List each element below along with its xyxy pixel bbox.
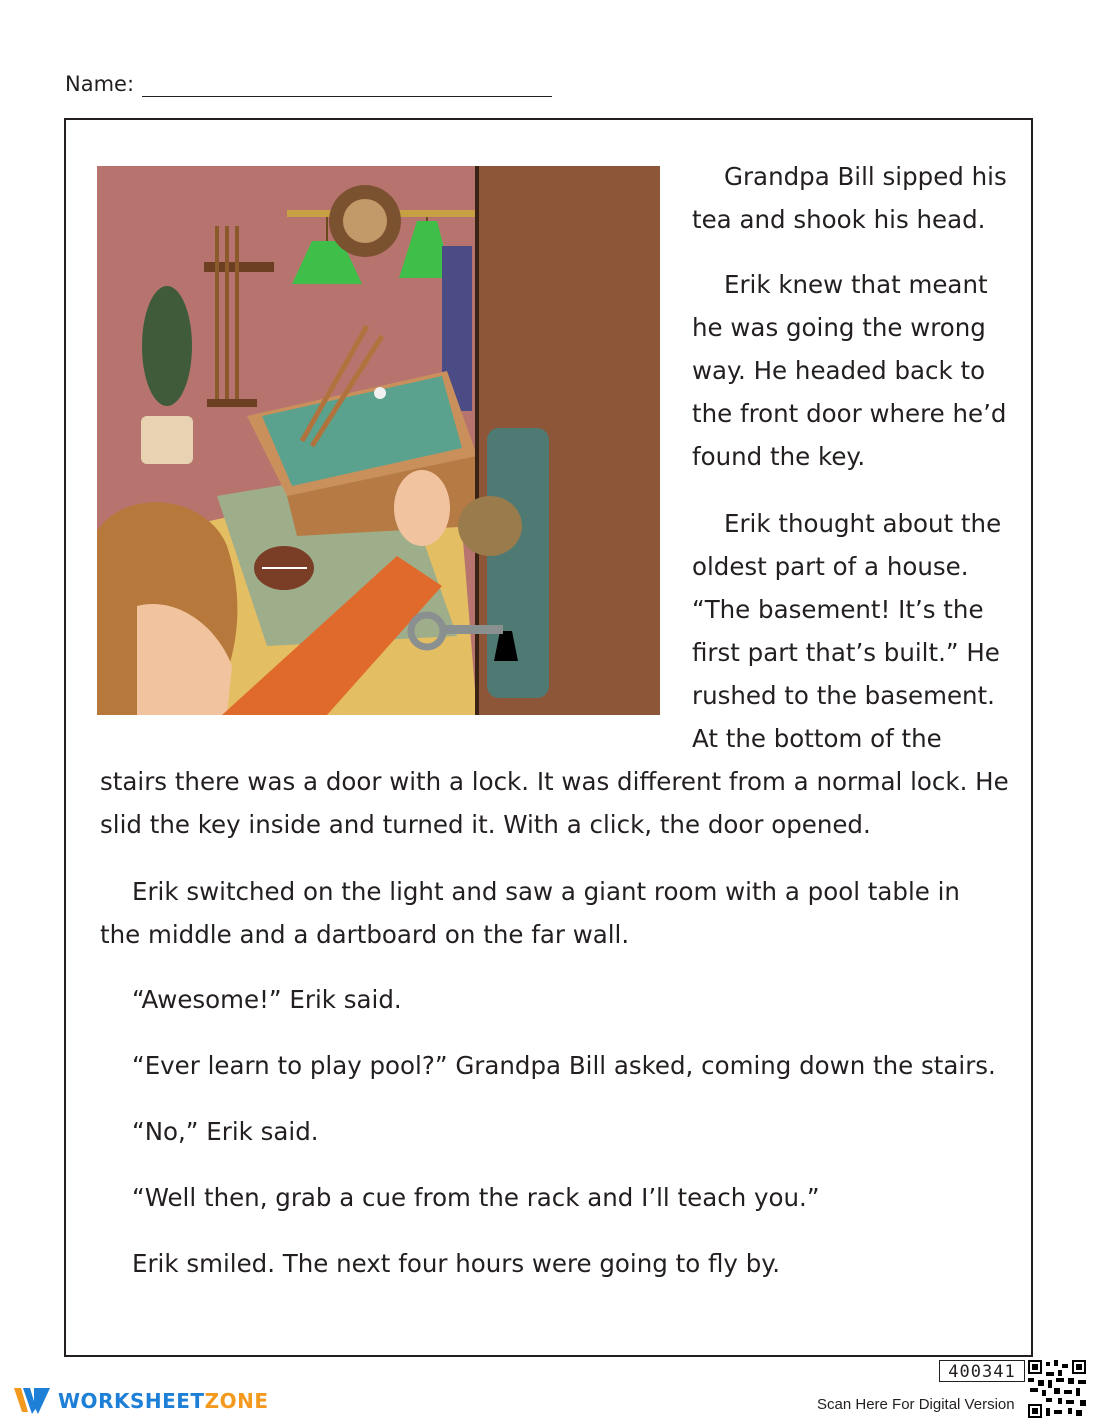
paragraph-7: “No,” Erik said. <box>132 1117 319 1146</box>
worksheetzone-logo-icon <box>14 1386 50 1416</box>
name-line <box>142 96 552 97</box>
paragraph-4: Erik switched on the light and saw a giant room with a pool table in the middle and a dartboard on the far wall. <box>100 877 960 949</box>
paragraph-9: Erik smiled. The next four hours were going to fly by. <box>132 1249 781 1278</box>
name-label: Name: <box>65 72 135 96</box>
float-spacer <box>100 502 692 760</box>
paragraph-6: “Ever learn to play pool?” Grandpa Bill asked, coming down the stairs. <box>132 1051 996 1080</box>
brand-logo[interactable] <box>14 1386 268 1416</box>
scan-label: Scan Here For Digital Version <box>817 1396 1015 1413</box>
paragraph-3: Erik thought about the oldest part of a house. “The basement! It’s the first part that’s built.” He rushed to the basement. At the bottom of the stairs there was a door with a lock. It was different from a normal lock. He slid the key inside and turned it. With a click, the door opened. <box>100 502 1010 846</box>
paragraph-8: “Well then, grab a cue from the rack and I’ll teach you.” <box>132 1183 820 1212</box>
paragraph-1: Grandpa Bill sipped his tea and shook his head. <box>692 162 1007 234</box>
paragraph-5: “Awesome!” Erik said. <box>132 985 402 1014</box>
worksheet-id: 400341 <box>939 1360 1025 1382</box>
brand-name: WORKSHEETZONE <box>58 1389 269 1413</box>
qr-code-icon[interactable] <box>1028 1360 1086 1418</box>
paragraph-2: Erik knew that meant he was going the wrong way. He headed back to the front door where he’d found the key. <box>692 270 1007 471</box>
